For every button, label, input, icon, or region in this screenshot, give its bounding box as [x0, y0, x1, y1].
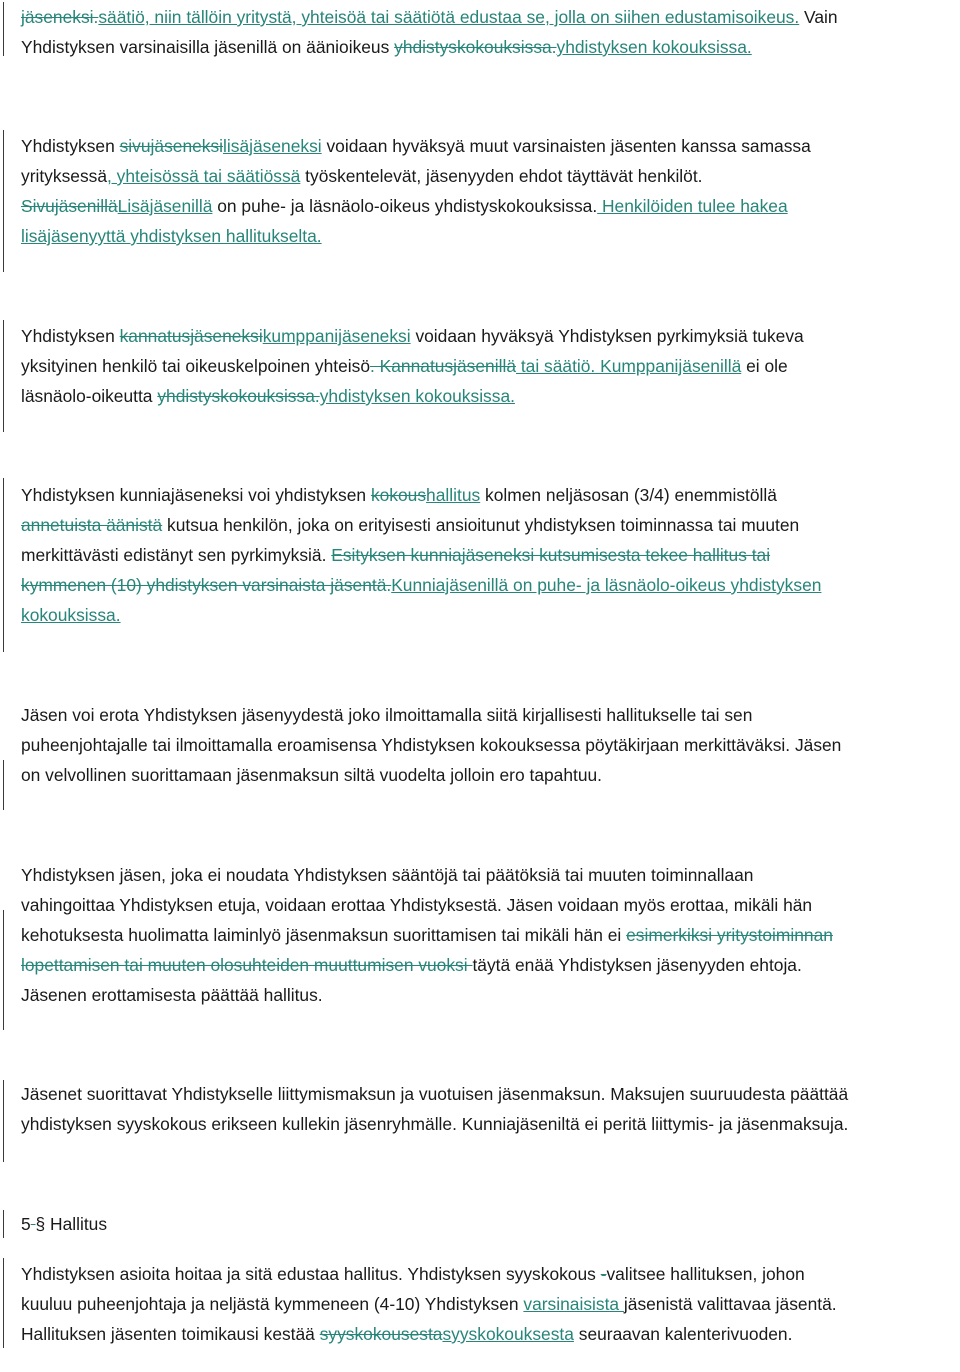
text-line	[21, 161, 956, 191]
deleted-text: yhdistyskokouksissa.	[157, 386, 320, 406]
text-run: ei ole	[741, 356, 788, 376]
change-bar	[3, 130, 4, 272]
text-line	[21, 920, 956, 950]
text-run: puheenjohtajalle tai ilmoittamalla eroamisensa Yhdistyksen kokouksessa pöytäkirjaan merkittäväksi. Jäsen	[21, 735, 842, 755]
change-bar	[3, 2, 4, 56]
text-line	[21, 1079, 956, 1109]
inserted-text: tai säätiö. Kumppanijäsenillä	[516, 356, 742, 376]
text-line	[21, 1109, 956, 1139]
text-line	[21, 480, 956, 510]
text-line	[21, 381, 956, 411]
deleted-text: kymmenen (10) yhdistyksen varsinaista jäsentä.	[21, 575, 392, 595]
text-line	[21, 2, 956, 32]
text-run: kolmen neljäsosan (3/4) enemmistöllä	[480, 485, 777, 505]
deleted-text: Sivujäsenillä	[21, 196, 118, 216]
inserted-text: syyskokouksesta	[442, 1324, 574, 1344]
text-line	[21, 321, 956, 351]
deleted-text: yhdistyskokouksissa.	[394, 37, 557, 57]
inserted-text: yhdistyksen kokouksissa.	[319, 386, 515, 406]
text-run: valitsee hallituksen, johon	[606, 1264, 805, 1284]
text-line	[21, 1259, 956, 1289]
text-line	[21, 191, 956, 221]
text-run: kehotuksesta huolimatta laiminlyö jäsenmaksun suorittamisen tai mikäli hän ei	[21, 925, 627, 945]
text-run: Jäsenen erottamisesta päättää hallitus.	[21, 985, 323, 1005]
text-run: § Hallitus	[35, 1214, 108, 1234]
text-line	[21, 32, 956, 62]
text-run: läsnäolo-oikeutta	[21, 386, 158, 406]
text-run: Yhdistyksen varsinaisilla jäsenillä on äänioikeus	[21, 37, 395, 57]
text-run: Yhdistyksen	[21, 326, 120, 346]
text-run: täytä enää Yhdistyksen jäsenyyden ehtoja.	[472, 955, 802, 975]
deleted-text: Esityksen kunniajäseneksi kutsumisesta tekee hallitus tai	[331, 545, 771, 565]
inserted-text: hallitus	[426, 485, 481, 505]
text-line	[21, 221, 956, 251]
text-run: on velvollinen suorittamaan jäsenmaksun siltä vuodelta jolloin ero tapahtuu.	[21, 765, 603, 785]
deleted-text: -	[600, 1264, 607, 1284]
text-line	[21, 1319, 956, 1349]
text-line	[21, 540, 956, 570]
text-run: kuuluu puheenjohtaja ja neljästä kymmeneen (4-10) Yhdistyksen	[21, 1294, 524, 1314]
text-line	[21, 1289, 956, 1319]
deleted-text: . Kannatusjäsenillä	[370, 356, 516, 376]
inserted-text: , yhteisössä tai säätiössä	[107, 166, 301, 186]
change-bar	[3, 760, 4, 810]
text-line	[21, 510, 956, 540]
inserted-text: varsinaisista	[523, 1294, 624, 1314]
inserted-text: Lisäjäsenillä	[117, 196, 213, 216]
deleted-text: kannatusjäseneksi	[119, 326, 263, 346]
deleted-text: lopettamisen tai muuten olosuhteiden muuttumisen vuoksi	[21, 955, 473, 975]
text-run: Hallituksen jäsenten toimikausi kestää	[21, 1324, 320, 1344]
inserted-text: lisäjäsenyyttä yhdistyksen hallitukselta.	[21, 226, 322, 246]
deleted-text: jäseneksi.	[21, 7, 99, 27]
text-run: voidaan hyväksyä muut varsinaisten jäsenten kanssa samassa	[321, 136, 811, 156]
inserted-text: lisäjäseneksi	[223, 136, 322, 156]
text-run: Yhdistyksen jäsen, joka ei noudata Yhdistyksen sääntöjä tai päätöksiä tai muuten toiminnallaan	[21, 865, 754, 885]
text-run: Vain	[799, 7, 838, 27]
text-run: yhdistyksen syyskokous erikseen kullekin jäsenryhmälle. Kunniajäseniltä ei peritä liittymis- ja jäsenmaksuja.	[21, 1114, 849, 1134]
inserted-text: yhdistyksen kokouksissa.	[556, 37, 752, 57]
text-line	[21, 980, 956, 1010]
text-run: Yhdistyksen	[21, 136, 120, 156]
text-run: vahingoittaa Yhdistyksen etuja, voidaan erottaa Yhdistyksestä. Jäsen voidaan myös erottaa, mikäli hän	[21, 895, 813, 915]
text-run: on puhe- ja läsnäolo-oikeus yhdistyskokouksissa.	[212, 196, 598, 216]
text-run: Yhdistyksen kunniajäseneksi voi yhdistyksen	[21, 485, 371, 505]
inserted-text: Henkilöiden tulee hakea	[597, 196, 788, 216]
deleted-text: sivujäseneksi	[119, 136, 224, 156]
text-run: seuraavan kalenterivuoden.	[573, 1324, 793, 1344]
deleted-text: syyskokousesta	[319, 1324, 443, 1344]
deleted-text: kokous	[370, 485, 427, 505]
text-run: voidaan hyväksyä Yhdistyksen pyrkimyksiä tukeva	[410, 326, 804, 346]
deleted-text: esimerkiksi yritystoiminnan	[626, 925, 833, 945]
text-line	[21, 860, 956, 890]
text-run: 5	[21, 1214, 31, 1234]
text-run: yksityinen henkilö tai oikeuskelpoinen yhteisö	[21, 356, 370, 376]
change-bar	[3, 1080, 4, 1162]
text-run: kutsua henkilön, joka on erityisesti ansioitunut yhdistyksen toiminnassa tai muuten	[162, 515, 800, 535]
change-bar	[3, 1258, 4, 1348]
text-line	[21, 950, 956, 980]
change-bar	[3, 320, 4, 432]
change-bar	[3, 478, 4, 652]
text-run: jäsenistä valittavaa jäsentä.	[623, 1294, 837, 1314]
inserted-text: kokouksissa.	[21, 605, 121, 625]
text-line	[21, 1209, 956, 1239]
text-line	[21, 600, 956, 630]
text-line	[21, 730, 956, 760]
text-line	[21, 760, 956, 790]
text-run: Jäsenet suorittavat Yhdistykselle liittymismaksun ja vuotuisen jäsenmaksun. Maksujen suuruudesta päättää	[21, 1084, 849, 1104]
change-bar	[3, 1210, 4, 1238]
text-run: Jäsen voi erota Yhdistyksen jäsenyydestä joko ilmoittamalla siitä kirjallisesti hallitukselle tai sen	[21, 705, 753, 725]
change-bar	[3, 910, 4, 1030]
text-line	[21, 890, 956, 920]
text-run: yrityksessä	[21, 166, 108, 186]
text-line	[21, 351, 956, 381]
text-line	[21, 570, 956, 600]
text-run: merkittävästi edistänyt sen pyrkimyksiä.	[21, 545, 332, 565]
inserted-text: säätiö, niin tällöin yritystä, yhteisöä tai säätiötä edustaa se, jolla on siihen edustamisoikeus.	[98, 7, 800, 27]
inserted-text: Kunniajäsenillä on puhe- ja läsnäolo-oikeus yhdistyksen	[391, 575, 822, 595]
text-run: Yhdistyksen asioita hoitaa ja sitä edustaa hallitus. Yhdistyksen syyskokous	[21, 1264, 601, 1284]
deleted-text: annetuista äänistä	[21, 515, 163, 535]
text-line	[21, 131, 956, 161]
inserted-text: kumppanijäseneksi	[262, 326, 411, 346]
text-line	[21, 700, 956, 730]
text-run: työskentelevät, jäsenyyden ehdot täyttävät henkilöt.	[300, 166, 703, 186]
